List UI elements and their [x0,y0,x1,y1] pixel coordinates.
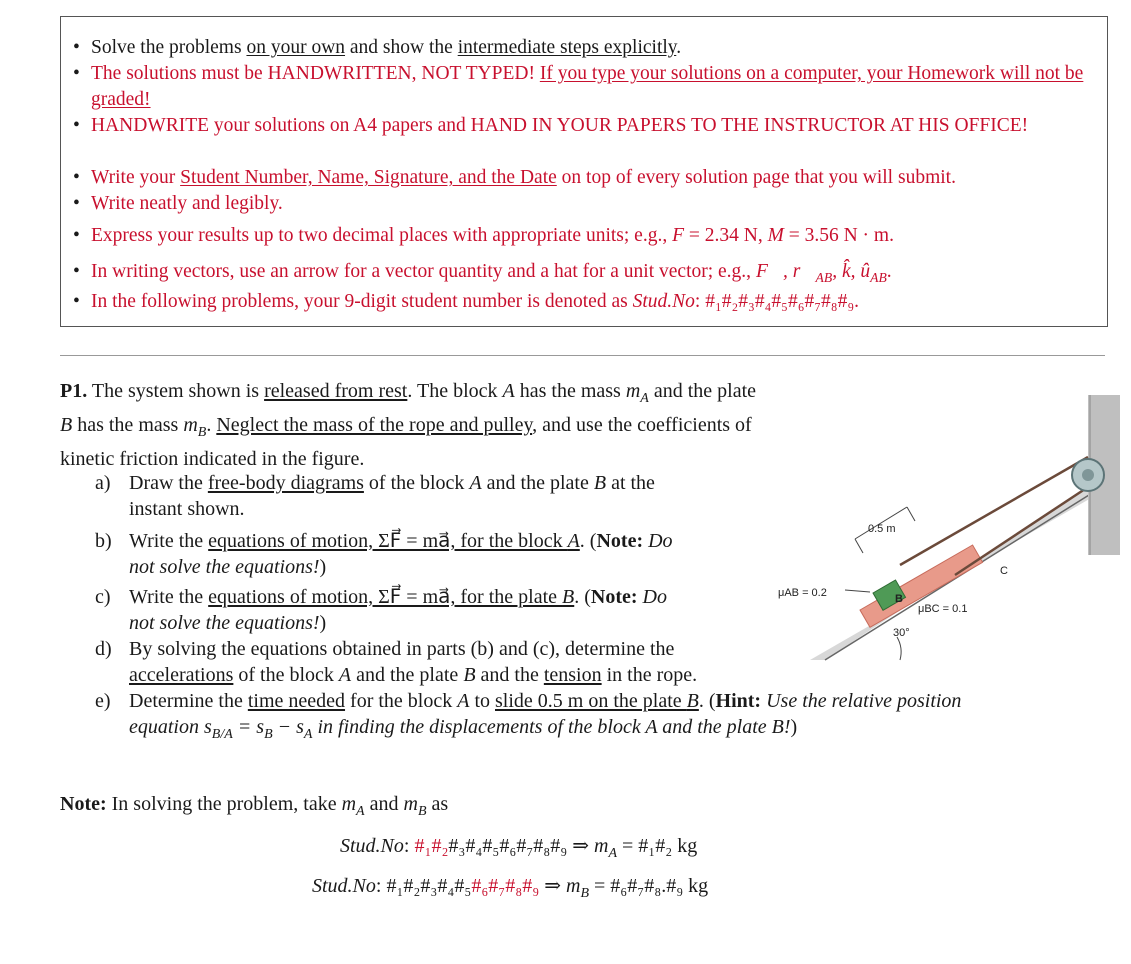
rule-6: • Express your results up to two decimal places with appropriate units; e.g., F = 2.34 N, M = 3.56 N · m. [73,225,894,246]
part-line: Write the equations of motion, ΣF⃗ = ma⃗, for the plate B. (Note: Do [129,586,667,608]
part-line: not solve the equations!) [129,612,327,634]
rope-lower [955,487,1088,575]
part-line: instant shown. [129,498,245,520]
mass-b-equation: Stud.No: #₁#₂#₃#₄#₅#₆#₇#₈#₉ ⇒ $m_B$ = #₆#₇#₈.#₉ kg [312,875,709,901]
part-label: b) [95,530,112,552]
mechanics-figure [770,395,1120,675]
rule-6-text: Express your results up to two decimal places with appropriate units; e.g., F = 2.34 N, M = 3.56 N · m. [91,225,894,246]
rule-5-text: Write neatly and legibly. [91,193,283,214]
part-line: Draw the free-body diagrams of the block A and the plate B at the [129,472,655,494]
dimension-tick-right [907,507,915,521]
section-divider [60,355,1105,356]
rule-7: • In writing vectors, use an arrow for a vector quantity and a hat for a unit vector; e.g., F⃗, $r⃗_{AB}$, k̂, $û_{AB}$. [73,261,892,285]
part-line: not solve the equations!) [129,556,327,578]
angle-label: 30° [893,627,910,639]
rule-2-text: The solutions must be HANDWRITTEN, NOT TYPED! If you type your solutions on a computer, your Homework will not be graded! [91,63,1084,110]
part-line: Determine the time needed for the block A to slide 0.5 m on the plate B. (Hint: Use the relative position [129,690,962,712]
part-label: c) [95,586,111,608]
rule-3: • HANDWRITE your solutions on A4 papers and HAND IN YOUR PAPERS TO THE INSTRUCTOR AT HIS OFFICE! [73,115,1029,136]
rule-3-text: HANDWRITE your solutions on A4 papers and HAND IN YOUR PAPERS TO THE INSTRUCTOR AT HIS OFFICE! [91,115,1029,136]
rule-5: • Write neatly and legibly. [73,193,283,214]
rule-4-text: Write your Student Number, Name, Signature, and the Date on top of every solution page that you will submit. [91,167,956,188]
rule-1: • Solve the problems on your own and show the intermediate steps explicitly. [73,37,682,58]
rule-8: • In the following problems, your 9-digit student number is denoted as Stud.No: #₁#₂#₃#₄#₅#₆#₇#₈#₉. [73,291,860,312]
instructions-box [60,16,1108,327]
note-text: Note: In solving the problem, take $m_A$ and $m_B$ as [60,793,449,819]
part-label: a) [95,472,111,494]
rule-7-text: In writing vectors, use an arrow for a vector quantity and a hat for a unit vector; e.g., F⃗, $r⃗_{AB}$, k̂, $û_{AB}$. [91,261,892,285]
block-a-label: A [880,573,888,585]
angle-arc [897,637,901,660]
rule-4: • Write your Student Number, Name, Signature, and the Date on top of every solution page that you will submit. [73,167,956,188]
mu-ab-label: μAB = 0.2 [778,587,827,599]
part-line: By solving the equations obtained in parts (b) and (c), determine the [129,638,675,660]
problem-intro: P1. The system shown is released from rest. The block A has the mass $m_A$ and the plate B has the mass $m_B$. Neglect the mass of the rope and pulley, and use the coefficients of kinetic friction indicated in the figure. [60,380,757,470]
part-line: equation $s_{B/A} = s_B - s_A$ in finding the displacements of the block A and the plate B!) [129,716,798,742]
mu-ab-leader [845,590,870,592]
dimension-tick-left [855,539,863,553]
part-label: d) [95,638,112,660]
distance-label: 0.5 m [868,523,896,535]
mass-a-equation: Stud.No: #₁#₂#₃#₄#₅#₆#₇#₈#₉ ⇒ $m_A$ = #₁#₂ kg [340,835,698,861]
rule-1-text: Solve the problems on your own and show the intermediate steps explicitly. [91,37,682,58]
support-c-label: C [1000,565,1008,577]
part-label: e) [95,690,111,712]
rule-2: • The solutions must be HANDWRITTEN, NOT TYPED! If you type your solutions on a computer, your Homework will not be graded! [73,63,1084,110]
incline-diagram [770,395,1120,675]
plate-b-label: B [895,593,903,605]
part-line: accelerations of the block A and the plate B and the tension in the rope. [129,664,698,686]
rule-8-text: In the following problems, your 9-digit student number is denoted as Stud.No: #₁#₂#₃#₄#₅#₆#₇#₈#₉. [91,291,860,312]
mu-bc-label: μBC = 0.1 [918,603,968,615]
pulley-hub [1082,469,1094,481]
part-line: Write the equations of motion, ΣF⃗ = ma⃗, for the block A. (Note: Do [129,530,673,552]
